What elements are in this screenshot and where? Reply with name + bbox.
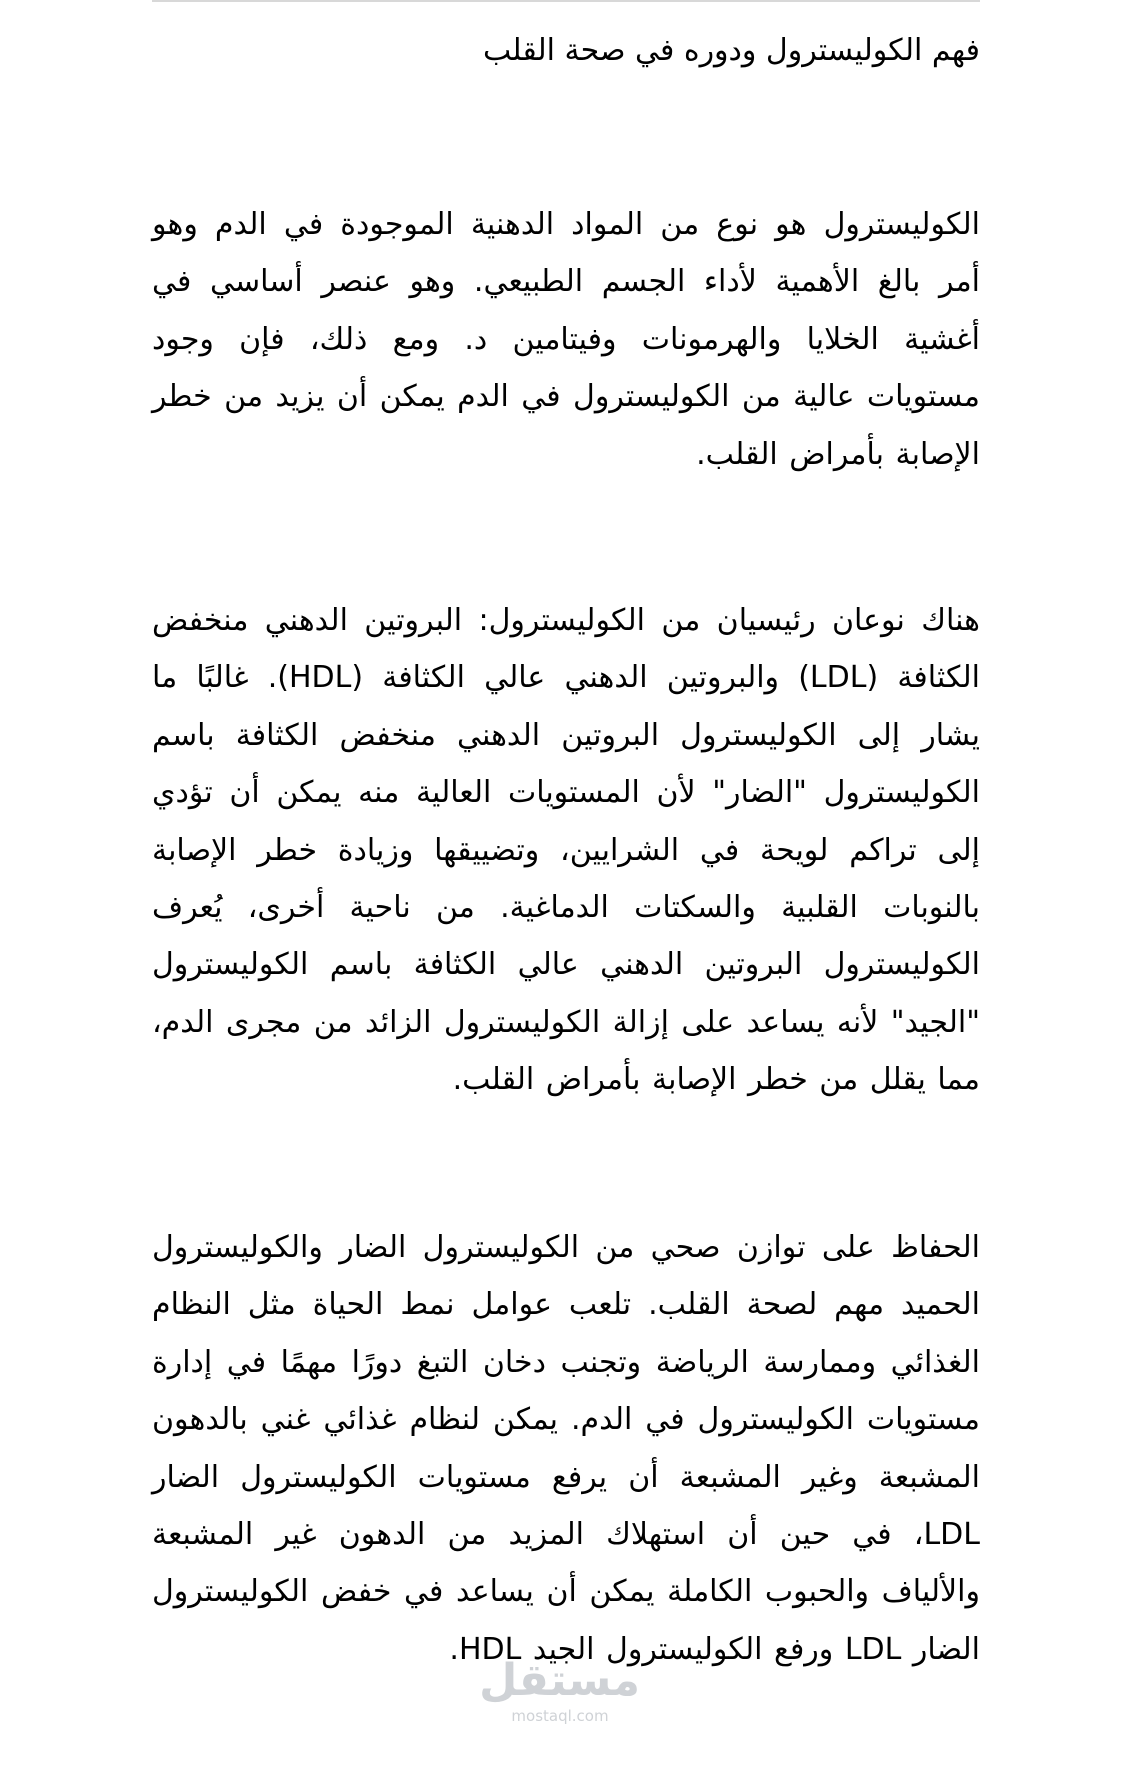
paragraph-intro: الكوليسترول هو نوع من المواد الدهنية الموجودة في الدم وهو أمر بالغ الأهمية لأداء الجسم الطبيعي. وهو عنصر أساسي في أغشية الخلايا والهرمونات وفيتامين د. ومع ذلك، فإن وجود مستويات عالية من الكوليسترول في الدم يمكن أن يزيد من خطر الإصابة بأمراض القلب. xyxy=(152,207,980,472)
watermark-url: mostaql.com xyxy=(511,1707,609,1725)
top-divider xyxy=(152,0,980,2)
mostaql-watermark xyxy=(480,1655,640,1725)
watermark-logo: مستقل xyxy=(479,1655,640,1706)
paragraph-healthy-balance: الحفاظ على توازن صحي من الكوليسترول الضار والكوليسترول الحميد مهم لصحة القلب. تلعب عوامل نمط الحياة مثل النظام الغذائي وممارسة الرياضة وتجنب دخان التبغ دورًا مهمًا في إدارة مستويات الكوليسترول في الدم. يمكن لنظام غذائي غني بالدهون المشبعة وغير المشبعة أن يرفع مستويات الكوليسترول الضار LDL، في حين أن استهلاك المزيد من الدهون غير المشبعة والألياف والحبوب الكاملة يمكن أن يساعد في خفض الكوليسترول الضار LDL ورفع الكوليسترول الجيد HDL. xyxy=(152,1230,980,1667)
paragraph-cholesterol-types: هناك نوعان رئيسيان من الكوليسترول: البروتين الدهني منخفض الكثافة (LDL) والبروتين الدهني عالي الكثافة (HDL). غالبًا ما يشار إلى الكوليسترول البروتين الدهني منخفض الكثافة باسم الكوليسترول "الضار" لأن المستويات العالية منه يمكن أن تؤدي إلى تراكم لويحة في الشرايين، وتضييقها وزيادة خطر الإصابة بالنوبات القلبية والسكتات الدماغية. من ناحية أخرى، يُعرف الكوليسترول البروتين الدهني عالي الكثافة باسم الكوليسترول "الجيد" لأنه يساعد على إزالة الكوليسترول الزائد من مجرى الدم، مما يقلل من خطر الإصابة بأمراض القلب. xyxy=(152,603,980,1098)
document-title: فهم الكوليسترول ودوره في صحة القلب xyxy=(482,33,980,68)
